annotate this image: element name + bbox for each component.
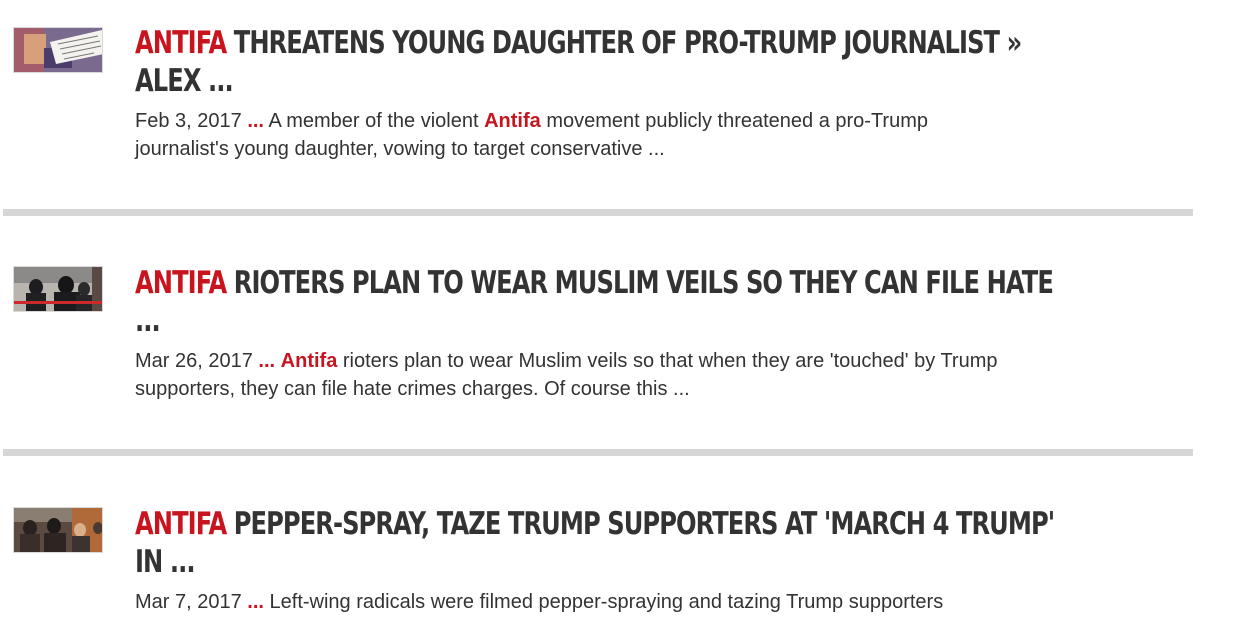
snippet-ellipsis: ... bbox=[247, 110, 264, 132]
snippet-text-post: rioters plan to wear Muslim veils so that when they are 'touched' by Trump supporters, they can file hate crimes charges. Of course this ... bbox=[135, 350, 998, 400]
snippet-text-pre: A member of the violent bbox=[263, 110, 485, 132]
snippet-keyword: Antifa bbox=[484, 110, 541, 132]
result-snippet bbox=[135, 107, 1015, 163]
title-keyword: ANTIFA bbox=[135, 25, 227, 61]
result-date: Feb 3, 2017 bbox=[135, 110, 242, 132]
result-date: Mar 7, 2017 bbox=[135, 591, 242, 613]
crowd-scuffle-image bbox=[14, 508, 103, 553]
result-thumbnail[interactable] bbox=[13, 507, 103, 553]
result-divider bbox=[3, 209, 1193, 216]
result-thumbnail[interactable] bbox=[13, 27, 103, 73]
title-keyword: ANTIFA bbox=[135, 506, 227, 542]
snippet-text-pre: Left-wing radicals were filmed pepper-spraying and tazing Trump supporters bbox=[263, 591, 944, 613]
snippet-ellipsis: ... bbox=[258, 350, 276, 372]
result-snippet bbox=[135, 347, 1015, 403]
snippet-text-post: movement publicly threatened a pro-Trump journalist's young daughter, vowing to target conservative ... bbox=[135, 110, 928, 160]
title-text: THREATENS YOUNG DAUGHTER OF PRO-TRUMP JOURNALIST » ALEX ... bbox=[135, 25, 1022, 99]
title-text: RIOTERS PLAN TO WEAR MUSLIM VEILS SO THEY CAN FILE HATE ... bbox=[135, 265, 1053, 339]
masked-rioters-image bbox=[14, 267, 103, 312]
title-text: PEPPER-SPRAY, TAZE TRUMP SUPPORTERS AT 'MARCH 4 TRUMP' IN ... bbox=[135, 506, 1055, 580]
snippet-keyword: Antifa bbox=[280, 350, 338, 372]
result-thumbnail[interactable] bbox=[13, 266, 103, 312]
snippet-ellipsis: ... bbox=[247, 591, 264, 613]
result-title[interactable] bbox=[135, 505, 1063, 581]
result-title[interactable] bbox=[135, 24, 1063, 100]
result-date: Mar 26, 2017 bbox=[135, 350, 253, 372]
result-title[interactable] bbox=[135, 264, 1063, 340]
title-keyword: ANTIFA bbox=[135, 265, 227, 301]
result-snippet bbox=[135, 588, 1015, 616]
protest-sign-image bbox=[14, 28, 103, 73]
result-divider bbox=[3, 449, 1193, 456]
